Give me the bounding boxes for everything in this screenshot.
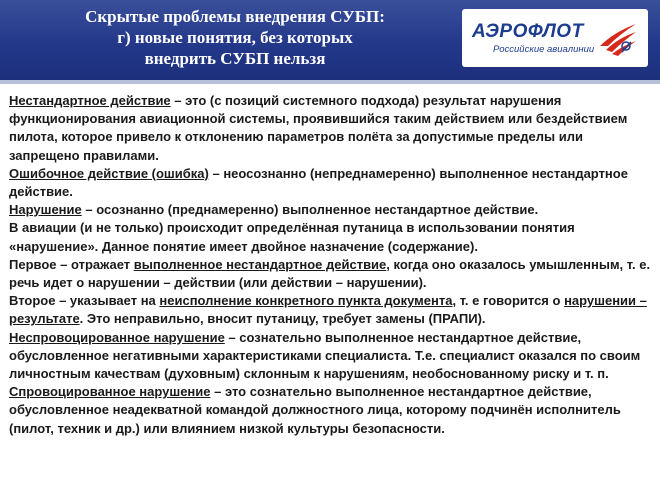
- definition: – это (с позиций системного подхода) результат нарушения функционирования авиационной системы, проявившийся таким действием или бездействием пилота, которое привело к отклонению параметров полёта за допустимые пределы или запрещено правилами.: [9, 93, 628, 163]
- slide-title: [40, 6, 430, 69]
- paragraph-first-meaning: [9, 256, 654, 292]
- term: Ошибочное действие (ошибка): [9, 165, 209, 181]
- aeroflot-logo: [462, 9, 648, 67]
- term: выполненное нестандартное действие: [133, 256, 387, 272]
- lead-text: Первое – отражает: [9, 256, 134, 272]
- header-divider: [0, 80, 660, 84]
- paragraph-provoked-violation: [9, 383, 654, 438]
- definitions-text: [9, 92, 654, 438]
- term: неисполнение конкретного пункта документа: [159, 293, 453, 309]
- definition: . Это неправильно, вносит путаницу, требует замены (ПРАПИ).: [79, 311, 486, 327]
- definition: – сознательно выполненное нестандартное действие, обусловленное негативными характеристиками специалиста. Т.е. специалист оказался по своим личностным качествам (духовным) склонным к нарушениям, необоснованному риску и т. п.: [9, 329, 641, 382]
- term: Нарушение: [9, 202, 82, 218]
- winged-hammer-sickle-icon: [596, 16, 640, 60]
- paragraph-erroneous-action: [9, 165, 654, 201]
- title-line: внедрить СУБП нельзя: [144, 49, 326, 68]
- logo-wordmark: АЭРОФЛОТ: [472, 21, 584, 42]
- term: Неспровоцированное нарушение: [9, 329, 225, 345]
- logo-subtitle: Российские авиалинии: [493, 44, 595, 55]
- definition: – неосознанно (непреднамеренно) выполненное нестандартное действие.: [9, 165, 628, 200]
- slide-header: [0, 0, 660, 80]
- paragraph-unprovoked-violation: [9, 329, 654, 384]
- definition: , когда оно оказалось умышленным, т. е. речь идет о нарушении – действии (или действии – нарушении).: [9, 256, 651, 291]
- lead-text: Второе – указывает на: [9, 293, 160, 309]
- title-line: г) новые понятия, без которых: [117, 28, 353, 47]
- middle-text: , т. е говорится о: [452, 293, 565, 309]
- paragraph-confusion: [9, 219, 654, 255]
- paragraph-second-meaning: [9, 292, 654, 328]
- paragraph-violation: [9, 201, 654, 219]
- paragraph-text: В авиации (и не только) происходит определённая путаница в использовании понятия «нарушение». Данное понятие имеет двойное назначение (содержание).: [9, 220, 575, 254]
- term: Спровоцированное нарушение: [9, 384, 211, 400]
- definition: – это сознательно выполненное нестандартное действие, обусловленное неадекватной командой должностного лица, которому подчинён исполнитель (пилот, техник и др.) или влиянием низкой культуры безопасности.: [9, 384, 621, 436]
- term: нарушении – результате: [9, 293, 647, 327]
- definition: – осознанно (преднамеренно) выполненное нестандартное действие.: [81, 202, 539, 218]
- term: Нестандартное действие: [9, 93, 171, 108]
- paragraph-nonstandard-action: [9, 92, 654, 165]
- title-line: Скрытые проблемы внедрения СУБП:: [85, 7, 385, 26]
